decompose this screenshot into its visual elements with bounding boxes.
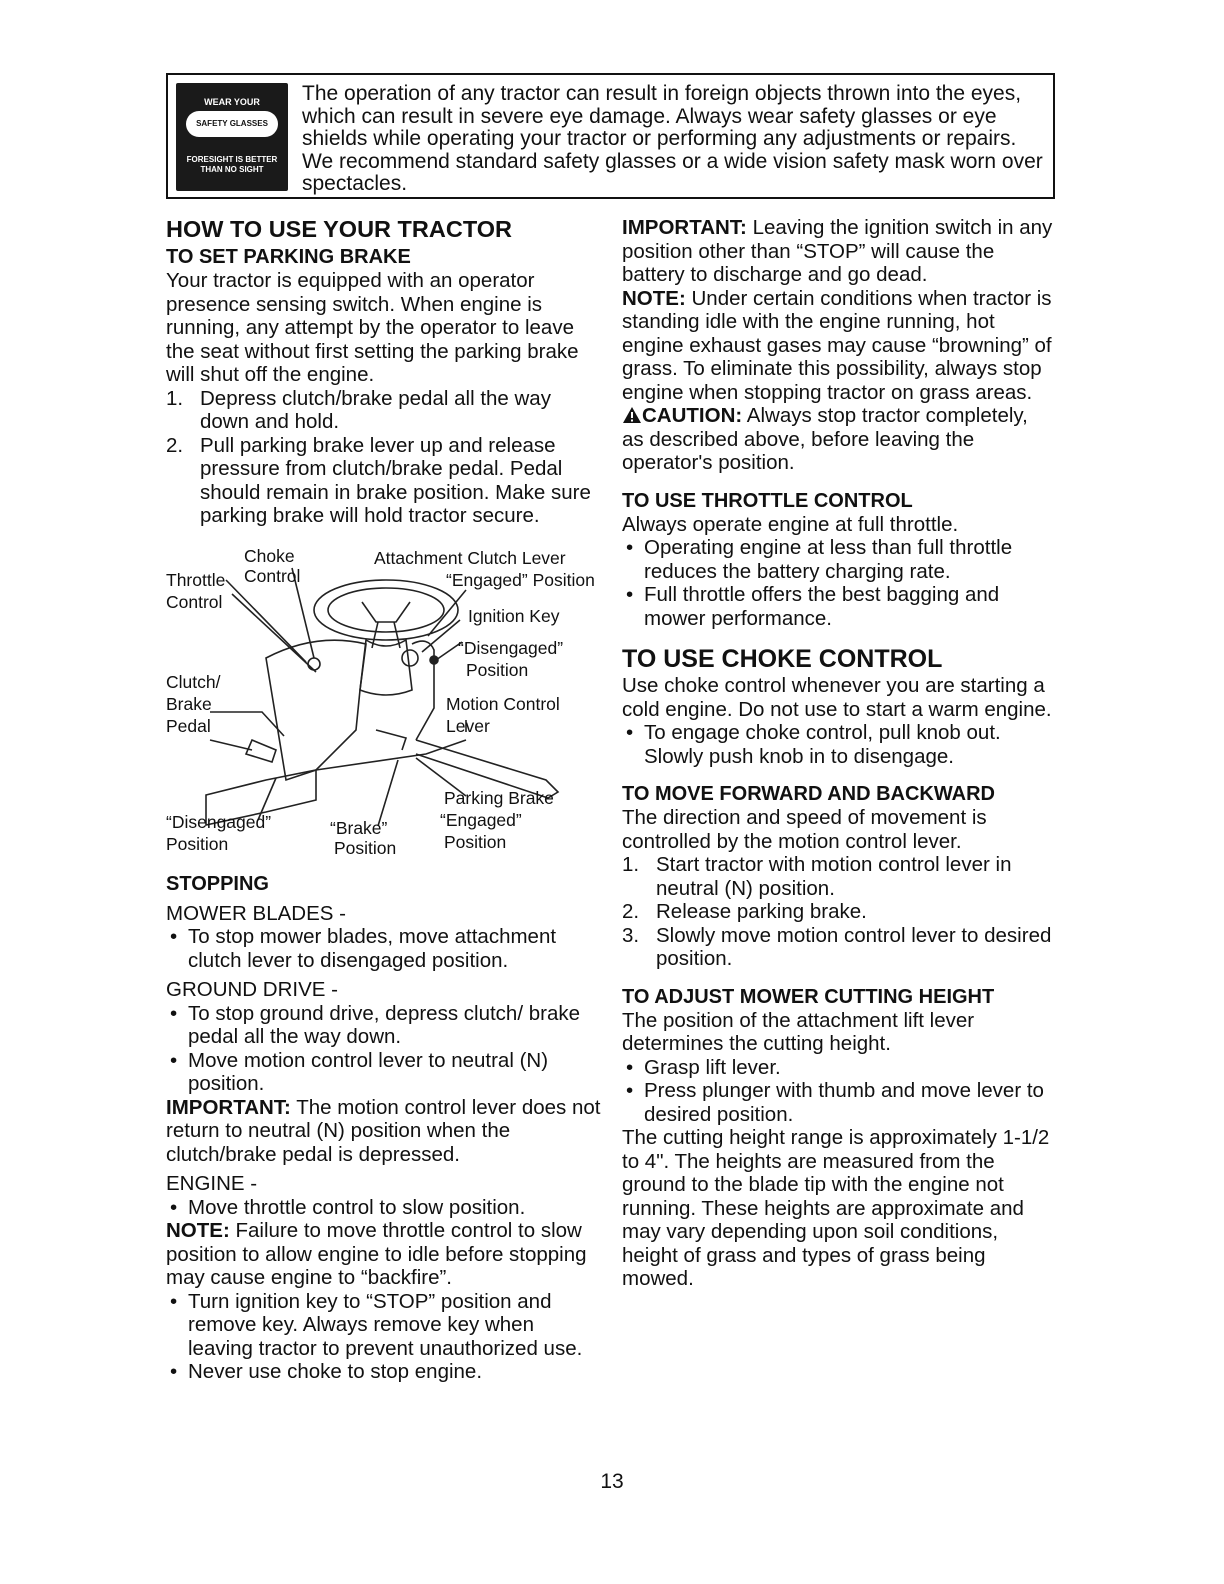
move-heading: TO MOVE FORWARD AND BACKWARD (622, 783, 995, 805)
page-title: HOW TO USE YOUR TRACTOR (166, 216, 512, 242)
parking-brake-heading: TO SET PARKING BRAKE (166, 246, 411, 268)
list-item: • Grasp lift lever. (626, 1055, 781, 1079)
list-item: • Press plunger with thumb and move lever to desired position. (626, 1079, 1044, 1126)
brake-position-label: Position (334, 837, 397, 858)
engaged-position-label: “Engaged” Position (446, 569, 595, 590)
list-item: • To engage choke control, pull knob out. Slowly push knob in to disengage. (626, 721, 1001, 768)
list-item: • To stop mower blades, move attachment clutch lever to disengaged position. (170, 925, 557, 972)
warning-text: The operation of any tractor can result in foreign objects thrown into the eyes, which can result in severe eye damage. Always wear safety glasses or eye shields while operating your tractor or performing any adjustments or repairs. We recommend standard safety glasses or a wide vision safety mask worn over spectacles. (302, 82, 1043, 195)
move-intro: The direction and speed of movement is controlled by the motion control lever. (622, 806, 987, 853)
ignition-key-label: Ignition Key (468, 605, 560, 626)
motion-control-label: Motion Control (446, 693, 560, 714)
list-item: • To stop ground drive, depress clutch/ brake pedal all the way down. (170, 1001, 580, 1048)
choke-control-label: Control (244, 565, 301, 586)
parking-engaged-label: “Engaged” (440, 809, 522, 830)
parking-position-label: Position (444, 831, 507, 852)
stopping-heading: STOPPING (166, 872, 269, 895)
throttle-heading: TO USE THROTTLE CONTROL (622, 489, 913, 512)
list-item: • Move motion control lever to neutral (N) position. (170, 1048, 549, 1095)
engine-label: ENGINE - (166, 1172, 258, 1195)
throttle-label: Throttle (166, 569, 226, 590)
left-column (166, 216, 602, 1384)
list-item: • Move throttle control to slow position. (170, 1195, 526, 1219)
list-item: 2. Pull parking brake lever up and release pressure from clutch/brake pedal. Pedal should remain in brake position. Make sure parking brake will hold tractor secure. (166, 433, 591, 527)
attachment-clutch-lever-label: Attachment Clutch Lever (374, 547, 566, 568)
safety-glasses-icon: WEAR YOUR SAFETY GLASSES FORESIGHT IS BETTER THAN NO SIGHT (176, 83, 288, 191)
choke-label: Choke (244, 545, 295, 566)
parking-brake-label: Parking Brake (444, 787, 554, 808)
caution-icon (622, 406, 642, 424)
list-item: • Never use choke to stop engine. (170, 1360, 483, 1383)
page-number: 13 (600, 1470, 624, 1493)
safety-warning-box (166, 73, 1055, 199)
brake-quote-label: “Brake” (330, 817, 388, 838)
motion-control-lever-label: Lever (446, 715, 490, 736)
mower-blades-label: MOWER BLADES - (166, 901, 346, 925)
ground-drive-label: GROUND DRIVE - (166, 978, 338, 1001)
stopping-important: IMPORTANT: The motion control lever does not return to neutral (N) position when the clutch/brake pedal is depressed. (166, 1095, 601, 1166)
caution-notice: CAUTION: Always stop tractor completely, as described above, before leaving the operator's position. (622, 404, 1028, 474)
pedal-disengaged-position-label: Position (166, 833, 229, 854)
list-item: 1. Start tractor with motion control lever in neutral (N) position. (622, 853, 1012, 900)
choke-heading: TO USE CHOKE CONTROL (622, 645, 943, 673)
cutting-height-intro: The position of the attachment lift lever determines the cutting height. (622, 1008, 975, 1055)
choke-intro: Use choke control whenever you are starting a cold engine. Do not use to start a warm engine. (622, 674, 1052, 721)
browning-note: NOTE: Under certain conditions when tractor is standing idle with the engine running, hot engine exhaust gases may cause “browning” of grass. To eliminate this possibility, always stop engine when stopping tractor on grass areas. (622, 286, 1052, 404)
right-column (622, 216, 1054, 1291)
ignition-important: IMPORTANT: Leaving the ignition switch in any position other than “STOP” will cause the battery to discharge and go dead. (622, 216, 1053, 286)
controls-diagram (166, 540, 602, 858)
pedal-disengaged-label: “Disengaged” (166, 811, 272, 832)
parking-brake-intro: Your tractor is equipped with an operator presence sensing switch. When engine is running, any attempt by the operator to leave the seat without first setting the parking brake will shut off the engine. (166, 269, 579, 386)
pedal-label: Pedal (166, 715, 211, 736)
list-item: • Operating engine at less than full throttle reduces the battery charging rate. (626, 536, 1013, 583)
disengaged-position-label: Position (466, 659, 529, 680)
disengaged-label: “Disengaged” (458, 637, 564, 658)
list-item: • Full throttle offers the best bagging and mower performance. (626, 583, 1000, 630)
throttle-intro: Always operate engine at full throttle. (622, 512, 959, 536)
stopping-note: NOTE: Failure to move throttle control to slow position to allow engine to idle before stopping may cause engine to “backfire”. (166, 1219, 587, 1289)
clutch-label: Clutch/ (166, 671, 221, 692)
list-item: 1. Depress clutch/brake pedal all the way down and hold. (166, 386, 551, 433)
brake-label: Brake (166, 693, 212, 714)
list-item: 2. Release parking brake. (622, 900, 867, 923)
list-item: 3. Slowly move motion control lever to desired position. (622, 923, 1052, 970)
cutting-height-heading: TO ADJUST MOWER CUTTING HEIGHT (622, 985, 995, 1008)
throttle-control-label: Control (166, 591, 223, 612)
list-item: • Turn ignition key to “STOP” position and remove key. Always remove key when leaving tractor to prevent unauthorized use. (170, 1289, 583, 1360)
cutting-height-outro: The cutting height range is approximately 1-1/2 to 4". The heights are measured from the ground to the blade tip with the engine not running. These heights are approximate and may vary depending upon soil conditions, height of grass and types of grass being mowed. (622, 1126, 1050, 1290)
